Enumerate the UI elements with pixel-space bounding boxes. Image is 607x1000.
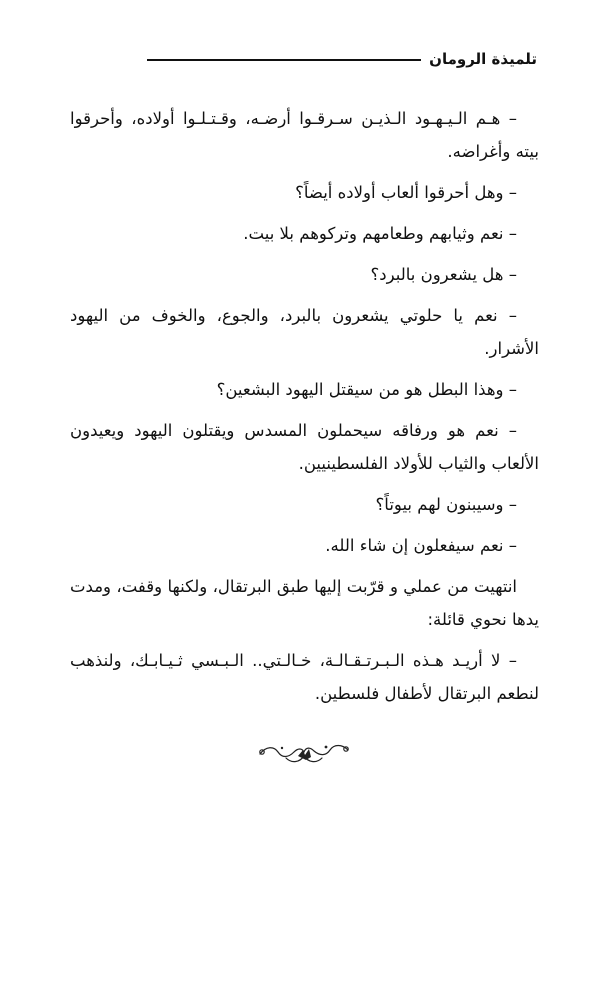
- body-text: [70, 102, 539, 718]
- book-title: تلميذة الرومان: [429, 50, 537, 68]
- paragraph: – وهل أحرقوا ألعاب أولاده أيضاً؟: [295, 183, 517, 202]
- paragraph: – وسيبنون لهم بيوتاً؟: [375, 495, 517, 514]
- paragraph: – نعم هو ورفاقه سيحملون المسدس ويقتلون اليهود ويعيدون الألعاب والثياب للأولاد الفلسطينيين.: [70, 421, 539, 473]
- header-rule: [147, 59, 421, 61]
- paragraph: – هل يشعرون بالبرد؟: [370, 265, 517, 284]
- paragraph: انتهيت من عملي و قرّبت إليها طبق البرتقال، ولكنها وقفت، ومدت يدها نحوي قائلة:: [70, 577, 539, 629]
- paragraph: – نعم يا حلوتي يشعرون بالبرد، والجوع، والخوف من اليهود الأشرار.: [70, 306, 539, 358]
- paragraph: – هـم الـيـهـود الـذيـن سـرقـوا أرضـه، وقـتـلـوا أولاده، وأحرقوا بيته وأغراضه.: [70, 109, 539, 161]
- paragraph: – وهذا البطل هو من سيقتل اليهود البشعين؟: [216, 380, 517, 399]
- running-header: [147, 44, 537, 74]
- floral-divider-icon: [256, 738, 352, 768]
- paragraph: – نعم وثيابهم وطعامهم وتركوهم بلا بيت.: [243, 224, 517, 243]
- paragraph: – لا أريـد هـذه الـبـرتـقـالـة، خـالـتي.. الـبـسي ثـيـابـك، ولنذهب لنطعم البرتقال لأطفال فلسطين.: [70, 651, 539, 703]
- paragraph: – نعم سيفعلون إن شاء الله.: [325, 536, 517, 555]
